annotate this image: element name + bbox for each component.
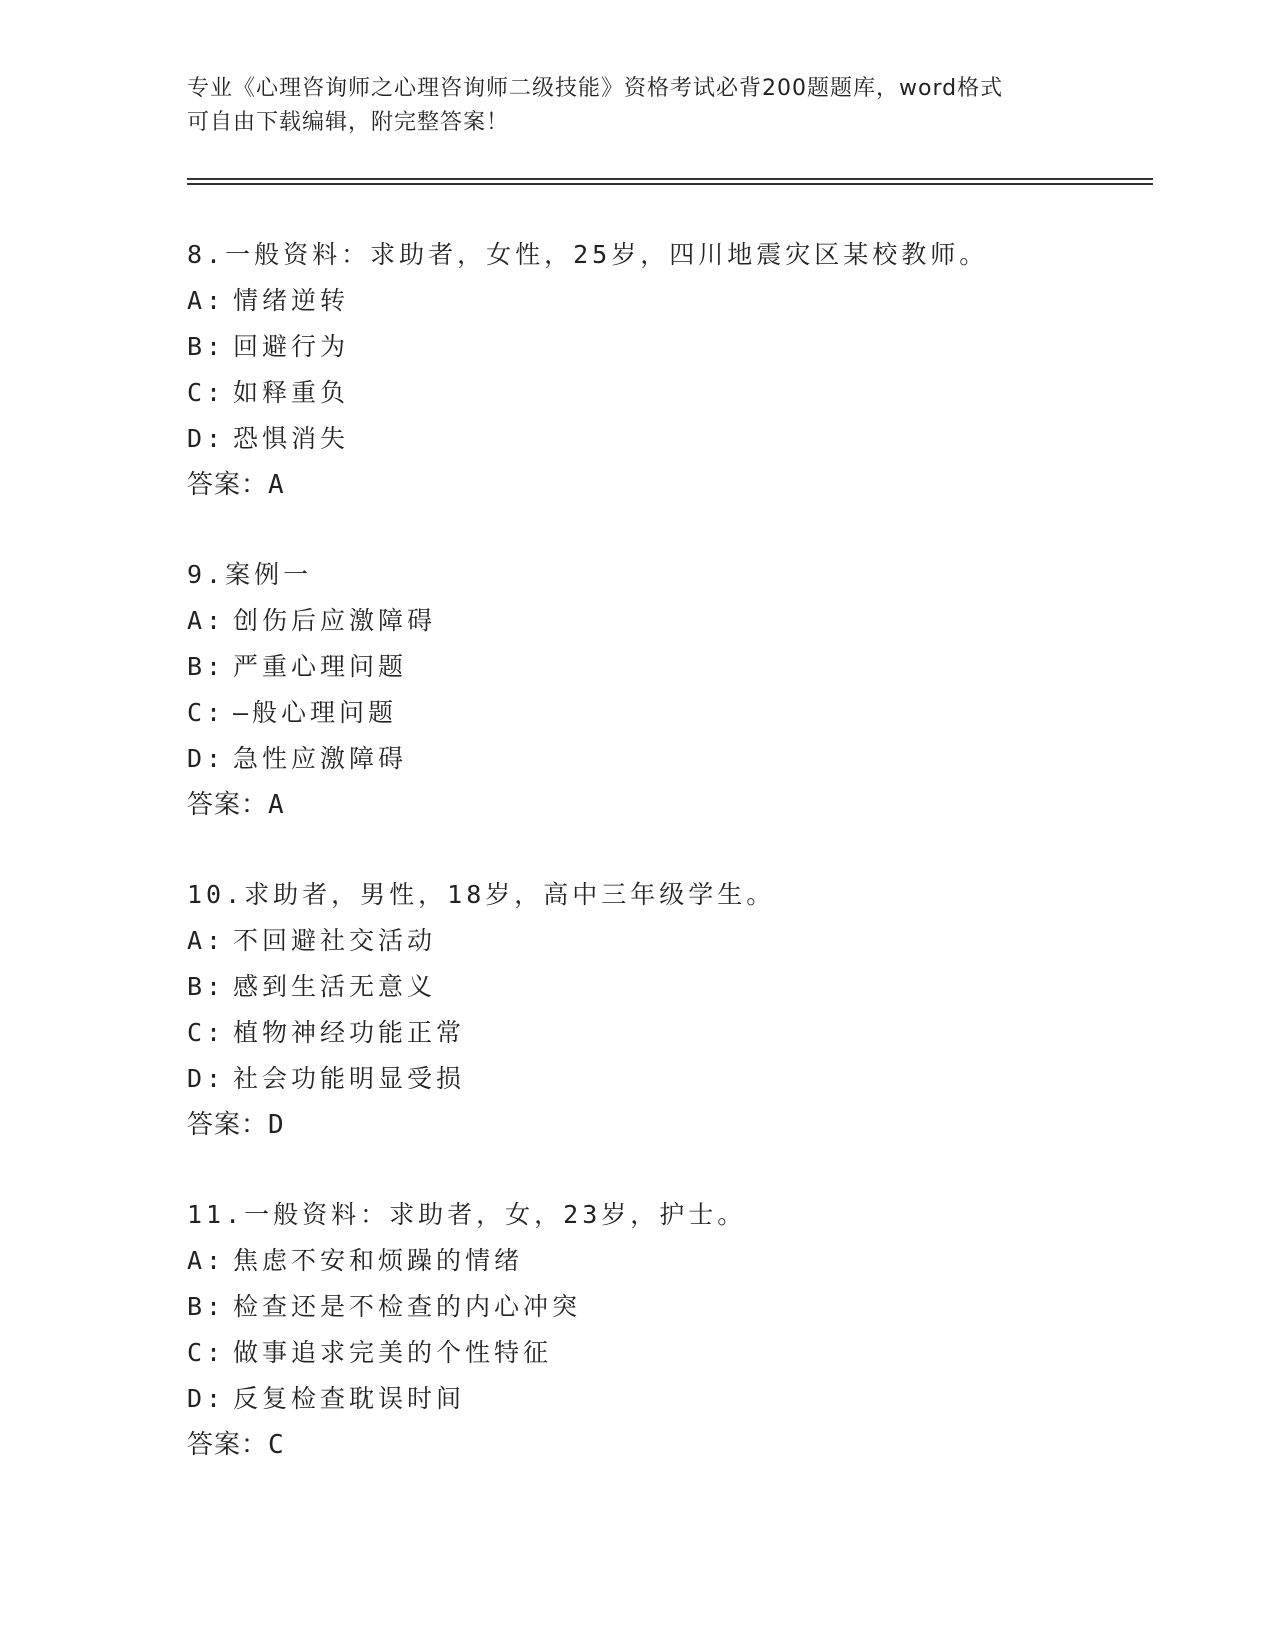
option-letter: B: [187, 652, 226, 681]
option-text: 急性应激障碍 [233, 744, 408, 773]
option-text: 社会功能明显受损 [233, 1064, 466, 1093]
option-text: 检查还是不检查的内心冲突 [233, 1292, 582, 1321]
header-divider-top [187, 178, 1153, 180]
option-a [187, 918, 1147, 964]
option-text: 不回避社交活动 [233, 926, 437, 955]
option-text: 如释重负 [233, 378, 350, 407]
option-letter: A: [187, 606, 226, 635]
option-letter: C: [187, 1338, 226, 1367]
option-letter: B: [187, 332, 226, 361]
option-c [187, 1330, 1147, 1376]
option-b [187, 644, 1147, 690]
option-b [187, 964, 1147, 1010]
option-letter: D: [187, 744, 226, 773]
option-text: 做事追求完美的个性特征 [233, 1338, 553, 1367]
option-text: 创伤后应激障碍 [233, 606, 437, 635]
option-text: 回避行为 [233, 332, 350, 361]
option-letter: D: [187, 1064, 226, 1093]
option-a [187, 598, 1147, 644]
option-text: 植物神经功能正常 [233, 1018, 466, 1047]
header-line-2: 可自由下载编辑，附完整答案！ [187, 110, 510, 135]
option-a [187, 1238, 1147, 1284]
answer-label: 答案： [187, 1430, 269, 1460]
answer-value: D [268, 1110, 285, 1140]
option-c [187, 690, 1147, 736]
option-a [187, 278, 1147, 324]
question-stem: 8.一般资料：求助者，女性，25岁，四川地震灾区某校教师。 [187, 240, 989, 269]
question-stem: 9.案例一 [187, 560, 313, 589]
option-b [187, 324, 1147, 370]
document-header [187, 72, 1087, 140]
option-d [187, 416, 1147, 462]
answer-line [187, 1422, 1147, 1468]
question-11 [187, 1192, 1147, 1468]
option-letter: A: [187, 1246, 226, 1275]
question-10 [187, 872, 1147, 1148]
answer-label: 答案： [187, 790, 269, 820]
answer-value: C [268, 1430, 285, 1460]
option-d [187, 1376, 1147, 1422]
answer-label: 答案： [187, 470, 269, 500]
question-stem: 11.一般资料：求助者，女，23岁，护士。 [187, 1200, 747, 1229]
question-8 [187, 232, 1147, 508]
option-text: 恐惧消失 [233, 424, 350, 453]
question-stem: 10.求助者，男性，18岁，高中三年级学生。 [187, 880, 776, 909]
option-text: 焦虑不安和烦躁的情绪 [233, 1246, 524, 1275]
option-d [187, 736, 1147, 782]
option-letter: B: [187, 1292, 226, 1321]
answer-line [187, 462, 1147, 508]
option-text: 反复检查耽误时间 [233, 1384, 466, 1413]
option-b [187, 1284, 1147, 1330]
option-c [187, 370, 1147, 416]
option-letter: A: [187, 286, 226, 315]
answer-line [187, 1102, 1147, 1148]
option-letter: C: [187, 698, 226, 727]
option-letter: B: [187, 972, 226, 1001]
option-letter: A: [187, 926, 226, 955]
option-letter: C: [187, 378, 226, 407]
option-d [187, 1056, 1147, 1102]
answer-value: A [268, 470, 285, 500]
header-line-1: 专业《心理咨询师之心理咨询师二级技能》资格考试必背200题题库，word格式 [187, 76, 1004, 101]
option-c [187, 1010, 1147, 1056]
option-text: 感到生活无意义 [233, 972, 437, 1001]
question-9 [187, 552, 1147, 828]
option-text: 情绪逆转 [233, 286, 350, 315]
header-divider-bottom [187, 183, 1153, 185]
answer-value: A [268, 790, 285, 820]
option-letter: D: [187, 1384, 226, 1413]
option-text: 严重心理问题 [233, 652, 408, 681]
option-letter: D: [187, 424, 226, 453]
option-text: —般心理问题 [233, 698, 398, 727]
answer-line [187, 782, 1147, 828]
question-list [187, 232, 1147, 1512]
answer-label: 答案： [187, 1110, 269, 1140]
option-letter: C: [187, 1018, 226, 1047]
